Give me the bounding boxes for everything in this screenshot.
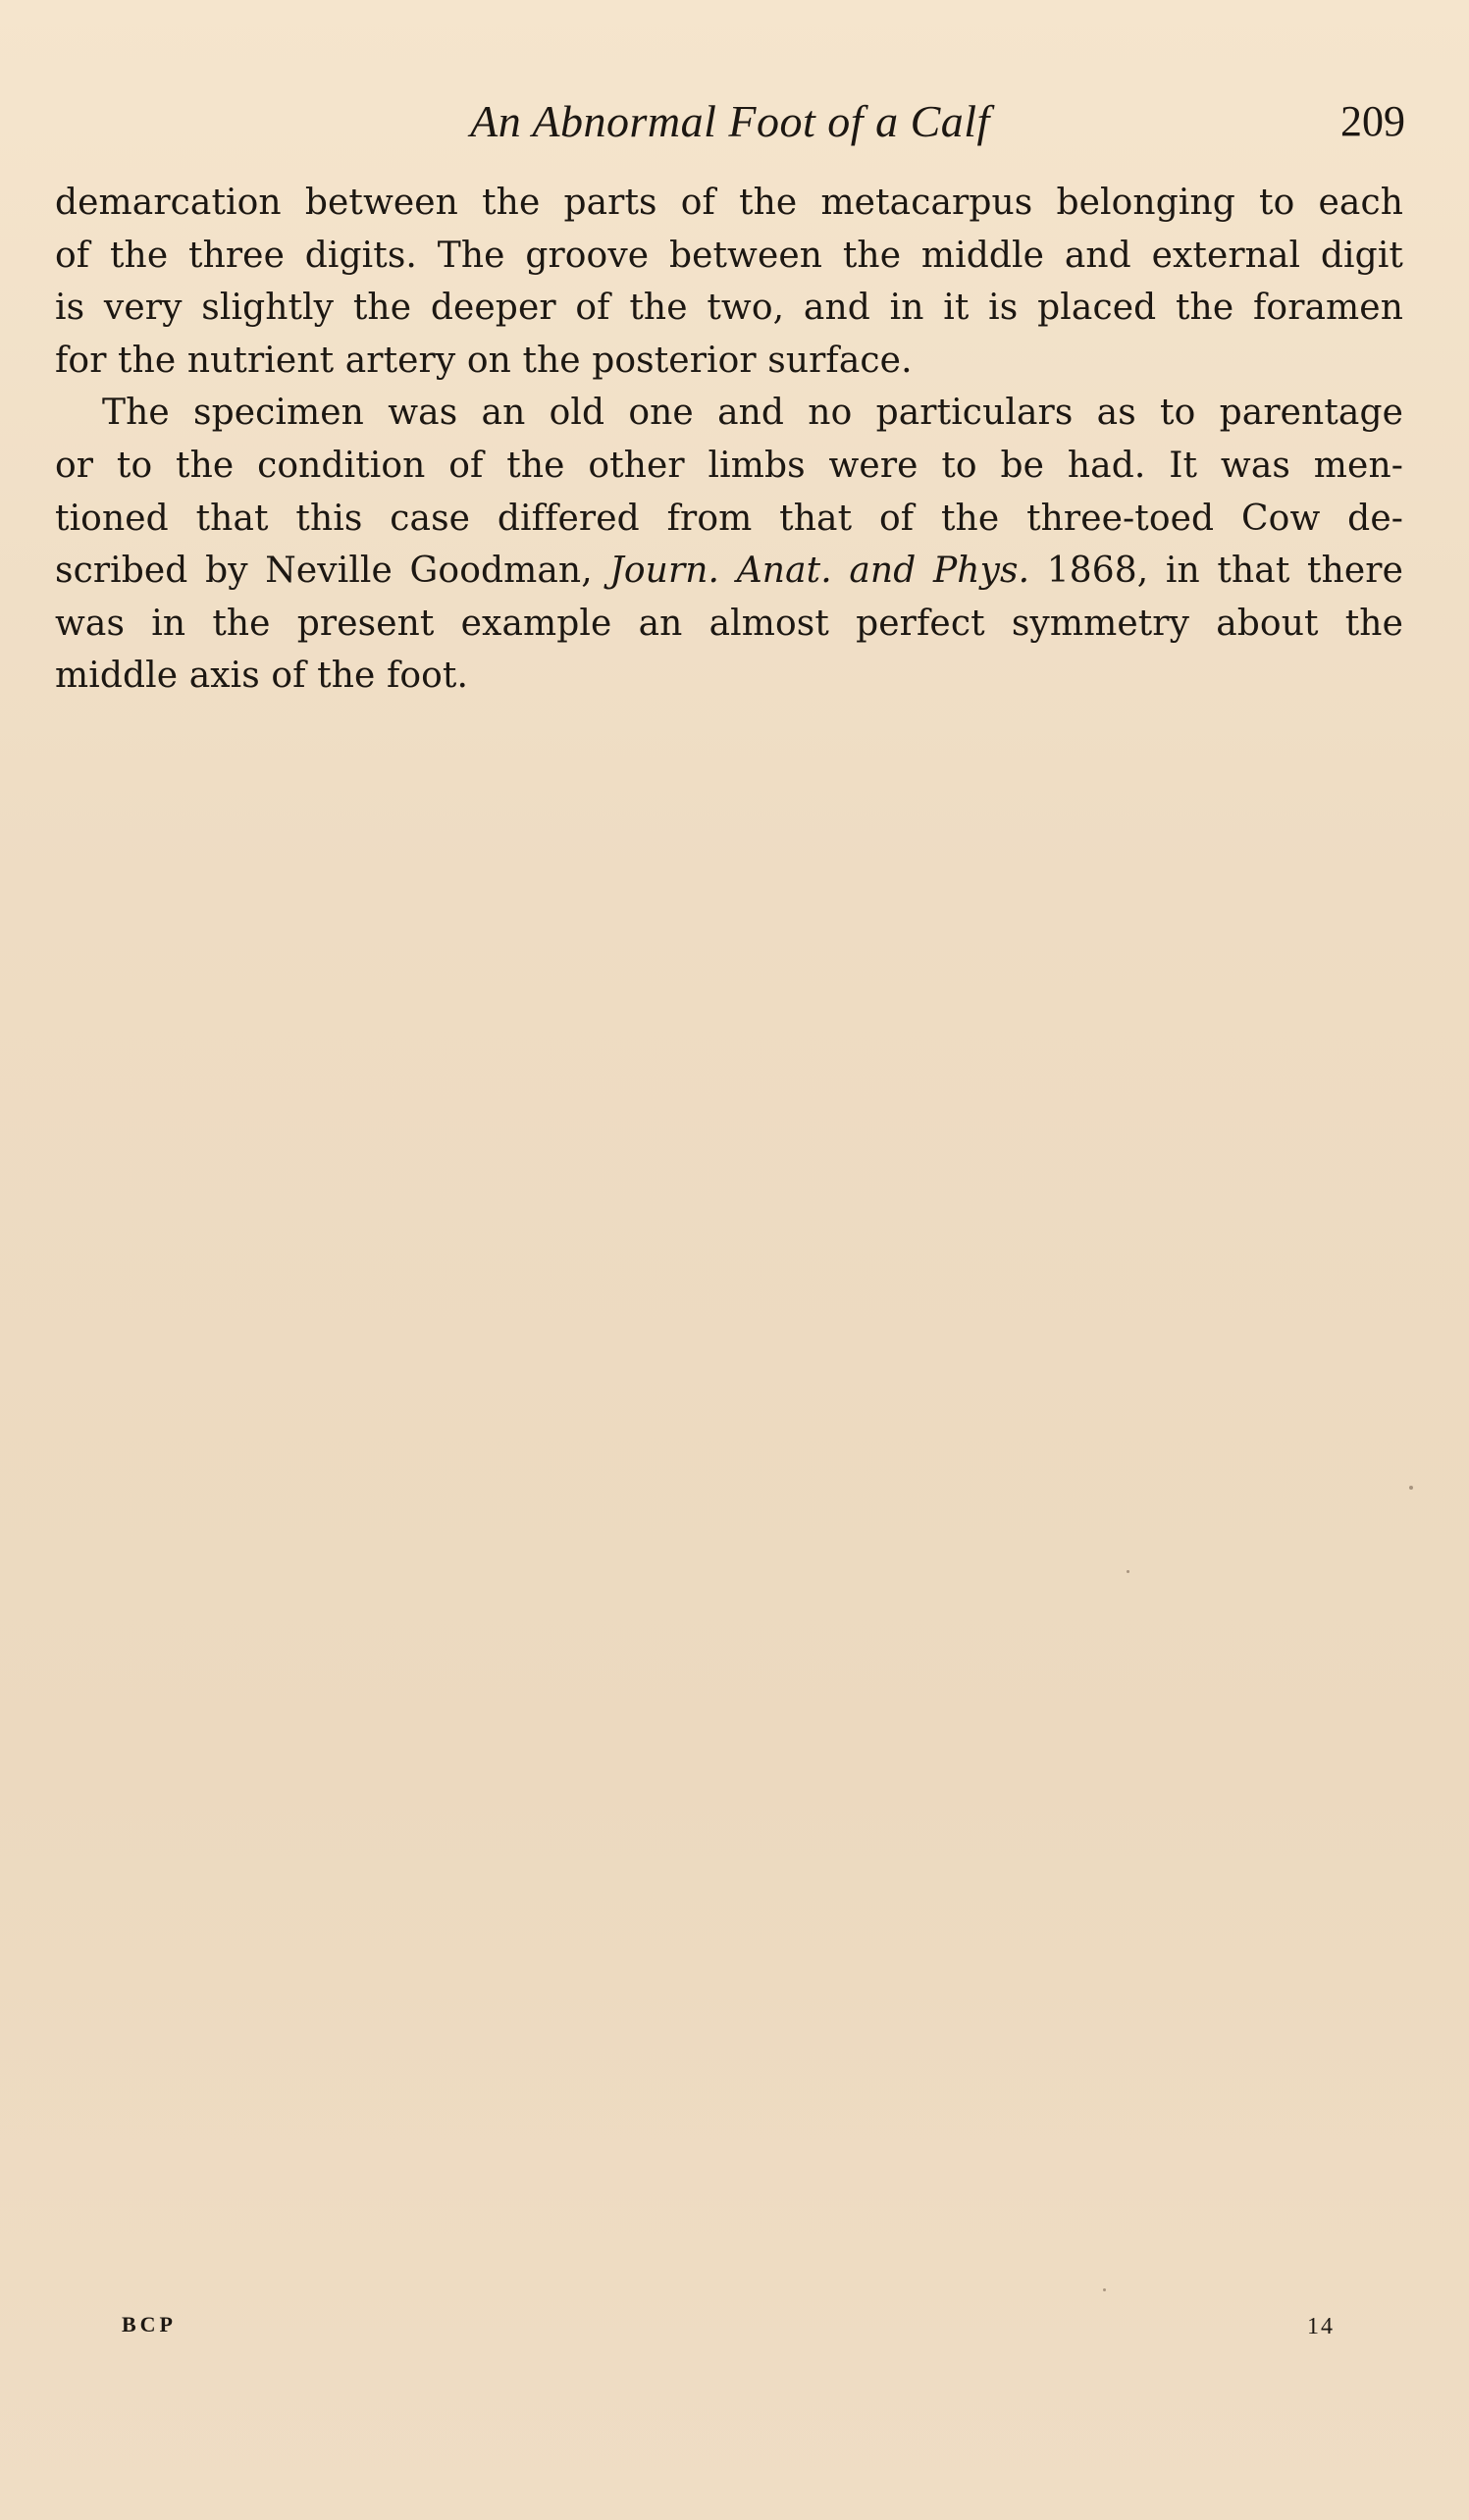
running-head xyxy=(55,86,1405,155)
text-line: middle axis of the foot. xyxy=(55,656,469,697)
text-segment: scribed by Neville Goodman, xyxy=(55,551,610,592)
text-line: is very slightly the deeper of the two, and in it is placed the foramen xyxy=(55,288,1403,329)
text-segment: 1868, in that there xyxy=(1029,551,1403,592)
text-line: tioned that this case differed from that of the three-toed Cow de- xyxy=(55,498,1403,539)
sheet-number: 14 xyxy=(1307,2314,1335,2339)
printer-signature: BCP xyxy=(122,2312,177,2336)
text-line-with-citation xyxy=(55,545,1403,598)
text-line: The specimen was an old one and no particulars as to parentage xyxy=(102,393,1403,434)
paragraph xyxy=(55,177,1403,387)
page-number: 209 xyxy=(1340,97,1405,145)
journal-citation: Journ. Anat. and Phys. xyxy=(609,551,1030,592)
paper-speck xyxy=(1103,2288,1106,2291)
paper-speck xyxy=(1127,1570,1129,1573)
running-title: An Abnormal Foot of a Calf xyxy=(470,96,990,146)
paper-speck xyxy=(1409,1486,1413,1490)
text-line: of the three digits. The groove between the middle and external digit xyxy=(55,235,1403,276)
paragraph xyxy=(55,387,1403,703)
text-line: was in the present example an almost perfect symmetry about the xyxy=(55,603,1403,644)
text-line: or to the condition of the other limbs were to be had. It was men- xyxy=(55,445,1403,486)
text-line: for the nutrient artery on the posterior surface. xyxy=(55,340,913,381)
body-text xyxy=(55,177,1403,703)
text-line: demarcation between the parts of the metacarpus belonging to each xyxy=(55,183,1403,223)
